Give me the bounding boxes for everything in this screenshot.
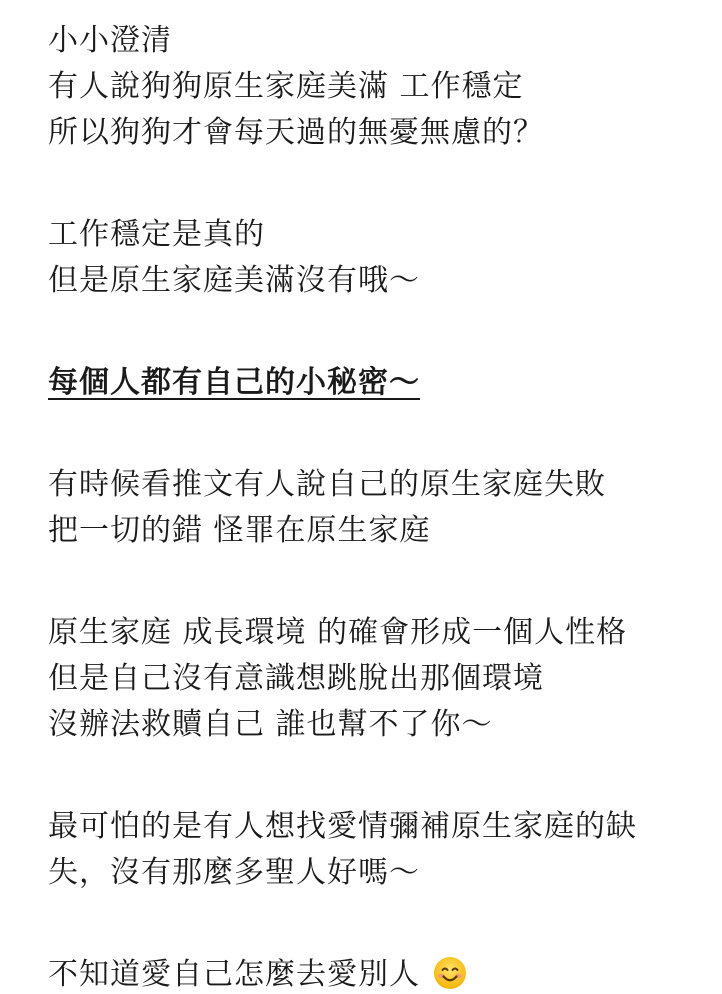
text-line-14: [48, 952, 722, 994]
text-line-8: 把一切的錯 怪罪在原生家庭: [48, 513, 431, 548]
text-line-9: 原生家庭 成長環境 的確會形成一個人性格: [48, 615, 628, 650]
text-line-5: 但是原生家庭美滿沒有哦～: [48, 263, 420, 298]
paragraph-gap: [48, 156, 722, 212]
final-text: 不知道愛自己怎麼去愛別人: [48, 957, 420, 992]
text-line-4: 工作穩定是真的: [48, 217, 265, 252]
text-line-3: 所以狗狗才會每天過的無憂無慮的？: [48, 115, 544, 150]
paragraph-gap: [48, 748, 722, 804]
text-line-10: 但是自己沒有意識想跳脫出那個環境: [48, 661, 544, 696]
paragraph-gap: [48, 406, 722, 462]
emphasis-line: [48, 360, 722, 406]
text-line-2: 有人說狗狗原生家庭美滿 工作穩定: [48, 69, 524, 104]
smiling-face-icon: [433, 956, 467, 990]
bold-underlined-text: 每個人都有自己的小秘密～: [48, 365, 420, 400]
text-line-13: 失，沒有那麼多聖人好嗎～: [48, 855, 420, 890]
text-line-7: 有時候看推文有人說自己的原生家庭失敗: [48, 467, 606, 502]
paragraph-gap: [48, 304, 722, 360]
paragraph-gap: [48, 896, 722, 952]
text-line-11: 沒辦法救贖自己 誰也幫不了你～: [48, 707, 493, 742]
text-line-12: 最可怕的是有人想找愛情彌補原生家庭的缺: [48, 809, 637, 844]
paragraph-gap: [48, 554, 722, 610]
text-line-1: 小小澄清: [48, 23, 172, 58]
